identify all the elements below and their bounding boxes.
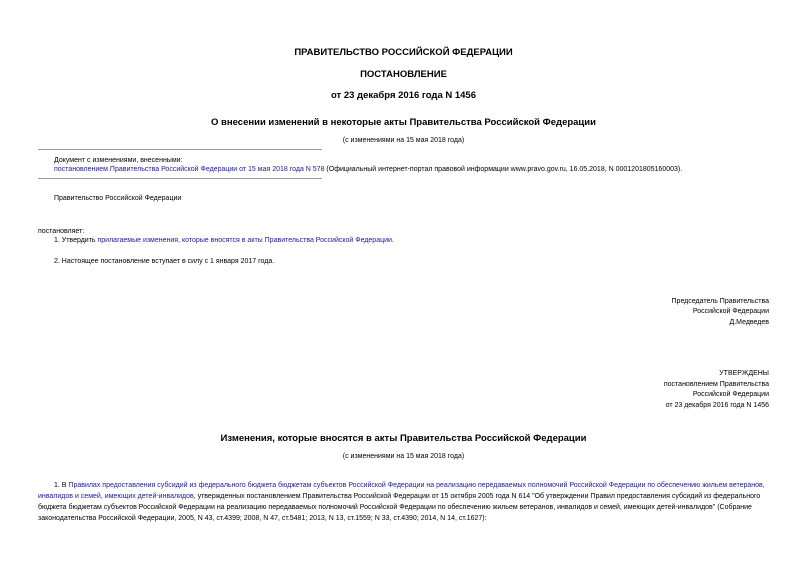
government-name: ПРАВИТЕЛЬСТВО РОССИЙСКОЙ ФЕДЕРАЦИИ — [294, 47, 513, 58]
item-1-prefix: 1. Утвердить — [54, 237, 98, 244]
approved-country: Российской Федерации — [692, 391, 769, 398]
changes-amendment-note: (с изменениями на 15 мая 2018 года) — [342, 453, 465, 460]
item-1 — [54, 237, 394, 244]
approved-by: постановлением Правительства — [663, 381, 769, 388]
approved-heading: УТВЕРЖДЕНЫ — [719, 370, 769, 377]
amendment-note: (с изменениями на 15 мая 2018 года) — [342, 137, 465, 144]
document-type: ПОСТАНОВЛЕНИЕ — [360, 69, 447, 80]
item-1-suffix: . — [391, 237, 394, 244]
amending-act-link[interactable]: постановлением Правительства Российской Федерации от 15 мая 2018 года N 578 — [54, 166, 325, 173]
divider-top — [38, 149, 322, 150]
paragraph-1-end: (Собрание законодательства Российской Федерации, 2005, N 43, ст.4399; 2008, N 47, ст.5481; 2013, N 13, ст.1559; N 33, ст.4390; 2014, N 14, ст.1627): — [38, 504, 752, 522]
item-2: 2. Настоящее постановление вступает в силу с 1 января 2017 года. — [54, 258, 275, 265]
signature-name: Д.Медведев — [729, 319, 769, 326]
signature-country: Российской Федерации — [692, 308, 769, 315]
resolves: постановляет: — [38, 228, 85, 235]
paragraph-1-start: 1. В — [54, 482, 69, 489]
document-title: О внесении изменений в некоторые акты Правительства Российской Федерации — [211, 117, 596, 128]
document-date-number: от 23 декабря 2016 года N 1456 — [330, 90, 476, 101]
publication-source: (Официальный интернет-портал правовой информации www.pravo.gov.ru, 16.05.2018, N 0001201805160003). — [324, 166, 683, 173]
approved-changes-link[interactable]: прилагаемые изменения, которые вносятся в акты Правительства Российской Федерации — [97, 237, 392, 244]
approved-date: от 23 декабря 2016 года N 1456 — [665, 402, 769, 409]
subsidy-rules-link[interactable]: Правилах предоставления субсидий из федерального бюджета бюджетам субъектов Российской Федерации на реализацию передаваемых полномочий Российской Федерации по обеспечению жильем ветеранов, инвалидов и семей, имеющих детей-инвалидов — [38, 482, 765, 500]
changes-title: Изменения, которые вносятся в акты Правительства Российской Федерации — [220, 433, 587, 444]
paragraph-1-middle: , утвержденных постановлением Правительства Российской Федерации от 15 октября 2005 года N 614 "Об утверждении Правил предоставления субсидий из федерального бюджета бюджетам субъектов Российской Федерации на реализацию передаваемых полномочий Российской Федерации по обеспечению жильем ветеранов, инвалидов и семей, имеющих детей-инвалидов" — [38, 493, 761, 511]
divider-bottom — [38, 178, 322, 179]
issuer: Правительство Российской Федерации — [54, 195, 182, 202]
changes-label: Документ с изменениями, внесенными: — [54, 157, 183, 164]
changes-line — [54, 166, 682, 173]
changes-paragraph-1 — [38, 480, 773, 524]
signature-position: Председатель Правительства — [671, 298, 769, 305]
